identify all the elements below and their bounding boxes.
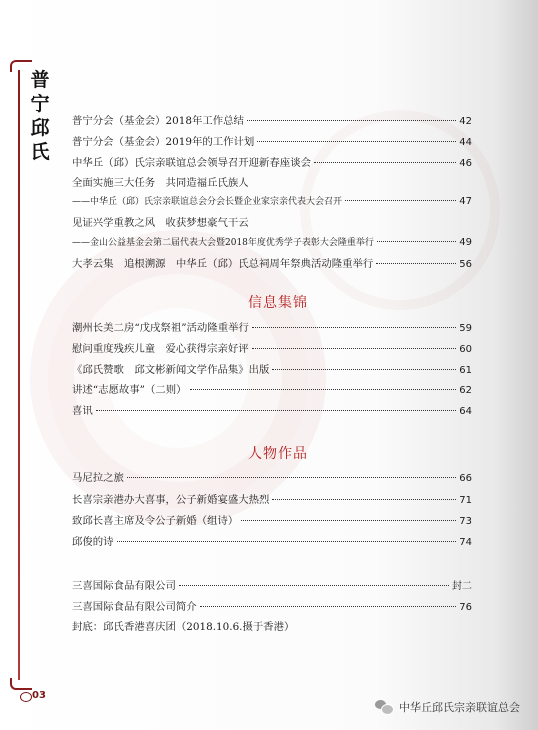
back-cover-note: 封底：邱氏香港喜庆团（2018.10.6.摄于香港）: [72, 621, 295, 633]
toc-entry-title: 慰问重度残疾儿童 爱心获得宗亲好评: [72, 343, 249, 355]
section-heading-people: 人物作品: [248, 446, 308, 462]
vertical-title-char: 邱: [30, 117, 50, 139]
toc-entry[interactable]: [72, 402, 472, 417]
toc-entry-page: 73: [459, 516, 472, 527]
toc-leader: [257, 141, 456, 142]
toc-entry-page: 44: [459, 137, 472, 148]
toc-entry[interactable]: [72, 319, 472, 334]
toc-leader: [117, 541, 457, 542]
toc-entry[interactable]: [72, 112, 472, 127]
toc-leader: [127, 477, 456, 478]
toc-entry-page: 74: [459, 537, 472, 548]
toc-entry-page: 76: [459, 602, 472, 613]
toc-entry-page: 47: [459, 196, 472, 207]
vertical-title: [28, 68, 52, 164]
toc-entry-title: 邱俊的诗: [72, 536, 114, 548]
toc-leader: [377, 241, 456, 242]
toc-entry[interactable]: [72, 533, 472, 548]
toc-entry[interactable]: [72, 469, 472, 484]
toc-entry-title: 长喜宗亲港办大喜事，公子新婚宴盛大热烈: [72, 494, 270, 506]
toc-leader: [247, 120, 456, 121]
toc-entry-page: 封二: [452, 581, 472, 592]
vertical-title-char: 普: [30, 69, 50, 91]
toc-entry[interactable]: [72, 491, 472, 506]
toc-entry[interactable]: [72, 133, 472, 148]
wechat-icon: [375, 700, 393, 714]
toc-leader: [376, 263, 456, 264]
toc-entry-page: 42: [459, 116, 472, 127]
toc-entry-title: 潮州长美二房“戊戌祭祖”活动隆重举行: [72, 322, 249, 334]
toc-entry[interactable]: [72, 194, 472, 207]
toc-entry-title: 三喜国际食品有限公司简介: [72, 601, 197, 613]
vertical-title-char: 氏: [30, 141, 50, 163]
toc-entry-title: 讲述“志愿故事”（二则）: [72, 384, 187, 396]
toc-entry-page: 71: [459, 495, 472, 506]
page-number: 03: [32, 690, 46, 701]
vertical-title-char: 宁: [30, 93, 50, 115]
toc-entry-title: 马尼拉之旅: [72, 472, 124, 484]
toc-entry-page: 64: [459, 406, 472, 417]
wechat-watermark: [375, 699, 520, 715]
watermark-text: 中华丘邱氏宗亲联谊总会: [399, 701, 520, 714]
toc-entry-page: 66: [459, 473, 472, 484]
section-heading-info: 信息集锦: [248, 295, 308, 311]
toc-entry-page: 46: [459, 158, 472, 169]
toc-leader: [179, 585, 449, 586]
toc-leader: [96, 410, 456, 411]
toc-entry-title: 普宁分会（基金会）2018年工作总结: [72, 115, 244, 127]
toc-entry-title: 大孝云集 追根溯源 中华丘（邱）氏总祠周年祭典活动隆重举行: [72, 258, 374, 270]
toc-entry[interactable]: [72, 154, 472, 169]
toc-entry-title: 《邱氏赞歌 邱文彬新闻文学作品集》出版: [72, 364, 270, 376]
toc-leader: [241, 520, 456, 521]
toc-entry[interactable]: [72, 577, 472, 592]
toc-entry[interactable]: [72, 340, 472, 355]
toc-entry-page: 49: [459, 237, 472, 248]
toc-entry[interactable]: [72, 255, 472, 270]
toc-leader: [345, 200, 456, 201]
toc-leader: [252, 327, 456, 328]
toc-entry[interactable]: [72, 512, 472, 527]
toc-entry-title: 中华丘（邱）氏宗亲联谊总会领导召开迎新春座谈会: [72, 157, 311, 169]
toc-entry-page: 56: [459, 259, 472, 270]
toc-entry[interactable]: [72, 235, 472, 248]
toc-entry-title: 喜讯: [72, 405, 93, 417]
toc-leader: [314, 162, 456, 163]
toc-leader: [272, 499, 456, 500]
toc-entry-title[interactable]: 全面实施三大任务 共同造福丘氏族人: [72, 177, 249, 189]
toc-entry-title: 三喜国际食品有限公司: [72, 580, 176, 592]
page-number-ornament: [20, 692, 32, 702]
toc-entry[interactable]: [72, 598, 472, 613]
toc-entry[interactable]: [72, 361, 472, 376]
toc-entry-page: 59: [459, 323, 472, 334]
toc-entry-subtitle: ——中华丘（邱）氏宗亲联谊总会分会长暨企业家宗亲代表大会召开: [72, 197, 343, 207]
toc-leader: [252, 348, 457, 349]
toc-leader: [272, 369, 456, 370]
toc-entry-title: 普宁分会（基金会）2019年的工作计划: [72, 136, 255, 148]
toc-entry-title[interactable]: 见证兴学重教之风 收获梦想豪气干云: [72, 217, 249, 229]
toc-entry-title: 致邱长喜主席及令公子新婚（组诗）: [72, 515, 239, 527]
toc-entry[interactable]: [72, 381, 472, 396]
toc-entry-page: 61: [459, 365, 472, 376]
left-border-line: [18, 70, 20, 680]
toc-leader: [190, 389, 457, 390]
left-border-ornament-bottom: [10, 678, 32, 690]
toc-leader: [200, 606, 457, 607]
toc-entry-subtitle: ——金山公益基金会第二届代表大会暨2018年度优秀学子表彰大会隆重举行: [72, 238, 374, 248]
toc-entry-page: 60: [459, 344, 472, 355]
toc-entry-page: 62: [459, 385, 472, 396]
